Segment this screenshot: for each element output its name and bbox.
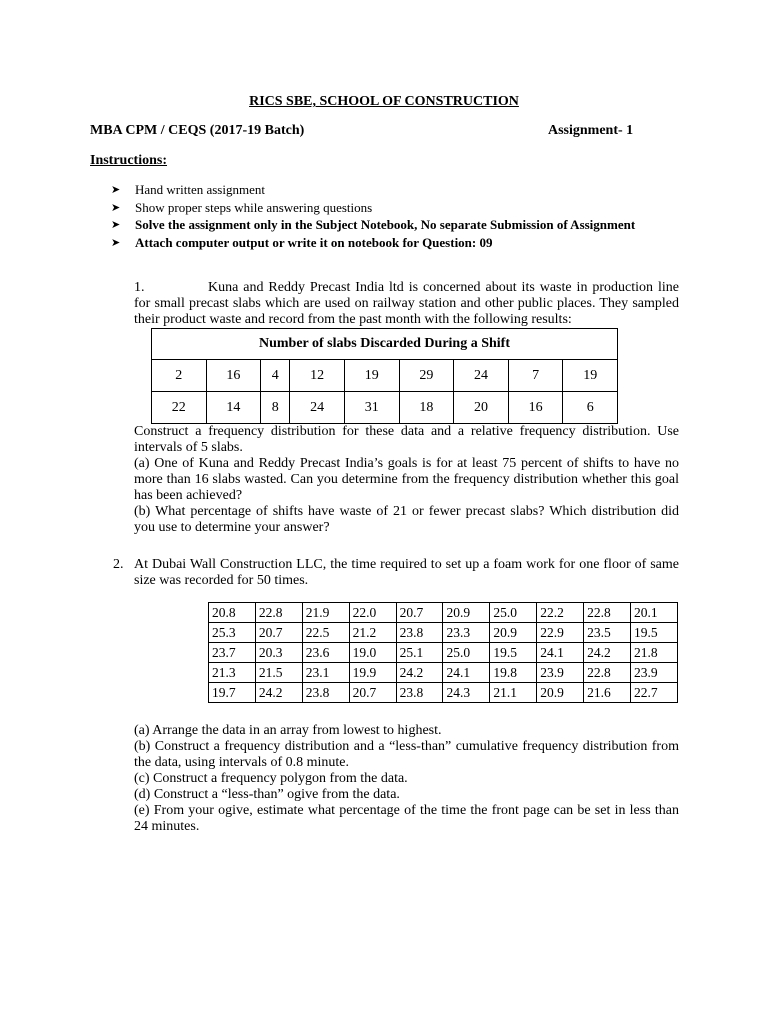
table-cell: 21.9	[302, 603, 349, 623]
table-cell: 25.0	[443, 643, 490, 663]
slabs-table	[151, 328, 618, 424]
instruction-item: ➤ Show proper steps while answering questions	[111, 199, 373, 215]
table-cell: 7	[508, 360, 563, 392]
table-cell: 23.8	[396, 683, 443, 703]
arrow-bullet-icon: ➤	[111, 235, 121, 249]
setup-times-table	[208, 602, 678, 703]
document-title: RICS SBE, SCHOOL OF CONSTRUCTION	[249, 94, 519, 109]
instruction-item: ➤ Solve the assignment only in the Subject Notebook, No separate Submission of Assignment	[111, 217, 636, 232]
table-cell: 22	[152, 392, 207, 424]
question-2-part: (d) Construct a “less-than” ogive from the data.	[134, 787, 400, 802]
table-cell: 22.7	[631, 683, 678, 703]
table-cell: 4	[261, 360, 290, 392]
table-row	[209, 623, 678, 643]
table-row	[209, 643, 678, 663]
instruction-item: ➤ Hand written assignment	[111, 182, 265, 197]
table-cell: 23.1	[302, 663, 349, 683]
table-cell: 20.8	[209, 603, 256, 623]
table-cell: 21.8	[631, 643, 678, 663]
table-row	[209, 683, 678, 703]
table-cell: 2	[152, 360, 207, 392]
table-row	[209, 603, 678, 623]
table-cell: 20.3	[255, 643, 302, 663]
table-cell: 21.5	[255, 663, 302, 683]
table-cell: 22.9	[537, 623, 584, 643]
table-cell: 16	[206, 360, 261, 392]
table-cell: 21.1	[490, 683, 537, 703]
question-2-part: (c) Construct a frequency polygon from the data.	[134, 771, 408, 786]
table-cell: 14	[206, 392, 261, 424]
table-cell: 23.8	[302, 683, 349, 703]
assignment-label: Assignment- 1	[548, 123, 634, 138]
table-cell: 23.3	[443, 623, 490, 643]
table-cell: 25.3	[209, 623, 256, 643]
table-cell: 23.8	[396, 623, 443, 643]
table-cell: 20.7	[255, 623, 302, 643]
arrow-bullet-icon: ➤	[111, 200, 121, 214]
table-cell: 20.9	[490, 623, 537, 643]
instructions-list	[111, 182, 731, 252]
table-cell: 16	[508, 392, 563, 424]
table-cell: 19.7	[209, 683, 256, 703]
table-cell: 23.9	[631, 663, 678, 683]
table-cell: 24.2	[255, 683, 302, 703]
instructions-heading: Instructions:	[90, 153, 168, 168]
table-row	[209, 663, 678, 683]
table-cell: 19.8	[490, 663, 537, 683]
question-1-part-b: (b) What percentage of shifts have waste of 21 or fewer precast slabs? Which distribution did you use to determine your answer?	[134, 504, 679, 535]
table-cell: 18	[399, 392, 454, 424]
table-cell: 19.5	[631, 623, 678, 643]
table-cell: 22.8	[255, 603, 302, 623]
table-cell: 25.1	[396, 643, 443, 663]
table-cell: 12	[290, 360, 345, 392]
table-cell: 24	[454, 360, 509, 392]
table-cell: 23.6	[302, 643, 349, 663]
table-cell: 29	[399, 360, 454, 392]
table-cell: 21.2	[349, 623, 396, 643]
table-cell: 23.7	[209, 643, 256, 663]
table-cell: 20.1	[631, 603, 678, 623]
table-cell: 24.1	[443, 663, 490, 683]
table-cell: 22.5	[302, 623, 349, 643]
table-cell: 19.9	[349, 663, 396, 683]
table-cell: 20.7	[349, 683, 396, 703]
table-row	[152, 360, 618, 392]
question-2-number: 2.	[113, 557, 124, 572]
slabs-table-title: Number of slabs Discarded During a Shift	[152, 329, 618, 360]
table-cell: 20.9	[537, 683, 584, 703]
table-cell: 24.2	[396, 663, 443, 683]
question-1-tasks	[134, 424, 679, 536]
table-cell: 20	[454, 392, 509, 424]
arrow-bullet-icon: ➤	[111, 183, 121, 196]
table-cell: 24.1	[537, 643, 584, 663]
question-2-text: At Dubai Wall Construction LLC, the time required to set up a foam work for one floor of same size was recorded for 50 times.	[134, 557, 679, 588]
table-cell: 22.8	[584, 663, 631, 683]
table-cell: 24.2	[584, 643, 631, 663]
question-1-part-a: (a) One of Kuna and Reddy Precast India’s goals is for at least 75 percent of shifts to have no more than 16 slabs wasted. Can you determine from the frequency distribution whether this goal has been achieved?	[134, 456, 679, 503]
table-cell: 24	[290, 392, 345, 424]
question-2-part: (e) From your ogive, estimate what percentage of the time the front page can be set in less than 24 minutes.	[134, 803, 679, 834]
table-cell: 21.3	[209, 663, 256, 683]
question-1-text: Kuna and Reddy Precast India ltd is concerned about its waste in production line for small precast slabs which are used on railway station and other public places. They sampled their product waste and record from the past month with the following results:	[134, 280, 679, 327]
instruction-item: ➤ Attach computer output or write it on notebook for Question: 09	[111, 234, 493, 250]
table-cell: 21.6	[584, 683, 631, 703]
table-cell: 24.3	[443, 683, 490, 703]
table-cell: 19.5	[490, 643, 537, 663]
table-cell: 22.8	[584, 603, 631, 623]
table-cell: 20.9	[443, 603, 490, 623]
question-1	[134, 280, 679, 328]
table-cell: 19.0	[349, 643, 396, 663]
table-cell: 31	[344, 392, 399, 424]
question-2-part: (b) Construct a frequency distribution and a “less-than” cumulative frequency distribution from the data, using intervals of 0.8 minute.	[134, 739, 679, 770]
table-cell: 23.5	[584, 623, 631, 643]
table-cell: 23.9	[537, 663, 584, 683]
table-cell: 25.0	[490, 603, 537, 623]
question-1-instruction: Construct a frequency distribution for these data and a relative frequency distribution. Use intervals of 5 slabs.	[134, 424, 679, 455]
table-cell: 19	[563, 360, 618, 392]
table-cell: 22.2	[537, 603, 584, 623]
table-cell: 6	[563, 392, 618, 424]
table-cell: 8	[261, 392, 290, 424]
question-1-number: 1.	[134, 280, 145, 295]
question-2-parts	[134, 723, 679, 835]
table-row	[152, 392, 618, 424]
batch-label: MBA CPM / CEQS (2017-19 Batch)	[90, 123, 305, 138]
table-cell: 20.7	[396, 603, 443, 623]
table-cell: 22.0	[349, 603, 396, 623]
question-2-part: (a) Arrange the data in an array from lowest to highest.	[134, 723, 442, 738]
arrow-bullet-icon: ➤	[111, 218, 121, 231]
table-cell: 19	[344, 360, 399, 392]
